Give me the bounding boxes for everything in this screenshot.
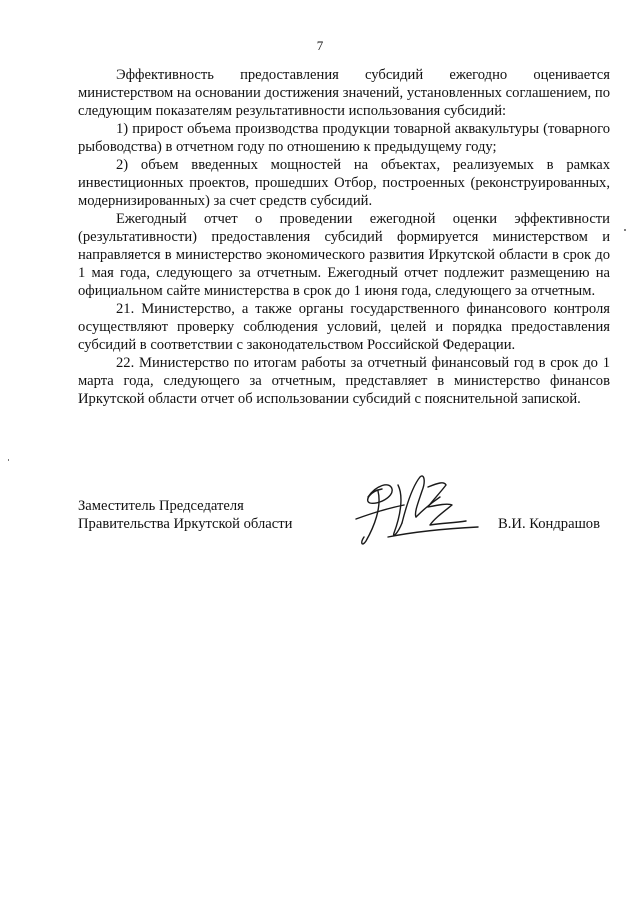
paragraph-indicator-1: 1) прирост объема производства продукции товарной аквакультуры (товарного рыбоводства) в отчетном году по отношению к предыдущему году; bbox=[78, 121, 610, 155]
paragraph-22-report: 22. Министерство по итогам работы за отчетный финансовый год в срок до 1 марта года, следующего за отчетным, представляет в министерство финансов Иркутской области отчет об использовании субсидий с пояснительной запиской. bbox=[78, 355, 610, 407]
signature-block bbox=[78, 497, 610, 557]
signatory-name: В.И. Кондрашов bbox=[498, 516, 600, 532]
page-number: 7 bbox=[316, 38, 324, 53]
scan-speck bbox=[8, 459, 9, 461]
paragraph-annual-report: Ежегодный отчет о проведении ежегодной оценки эффективности (результативности) предоставления субсидий формируется министерством и направляется в министерство экономического развития Иркутской области в срок до 1 мая года, следующего за отчетным. Ежегодный отчет подлежит размещению на официальном сайте министерства в срок до 1 июня года, следующего за отчетным. bbox=[78, 211, 610, 299]
scan-speck bbox=[624, 229, 626, 231]
paragraph-21-control: 21. Министерство, а также органы государственного финансового контроля осуществляют проверку соблюдения условий, целей и порядка предоставления субсидий в соответствии с законодательством Российской Федерации. bbox=[78, 301, 610, 353]
paragraph-efficiency-assessment: Эффективность предоставления субсидий ежегодно оценивается министерством на основании достижения значений, установленных соглашением, по следующим показателям результативности использования субсидий: bbox=[78, 67, 610, 119]
signatory-title-line2: Правительства Иркутской области bbox=[78, 516, 293, 532]
document-body bbox=[78, 66, 610, 408]
signatory-title bbox=[78, 497, 292, 533]
handwritten-signature-icon bbox=[348, 467, 488, 557]
signatory-title-line1: Заместитель Председателя bbox=[78, 498, 244, 514]
paragraph-indicator-2: 2) объем введенных мощностей на объектах, реализуемых в рамках инвестиционных проектов, прошедших Отбор, построенных (реконструированных, модернизированных) за счет средств субсидий. bbox=[78, 157, 610, 209]
